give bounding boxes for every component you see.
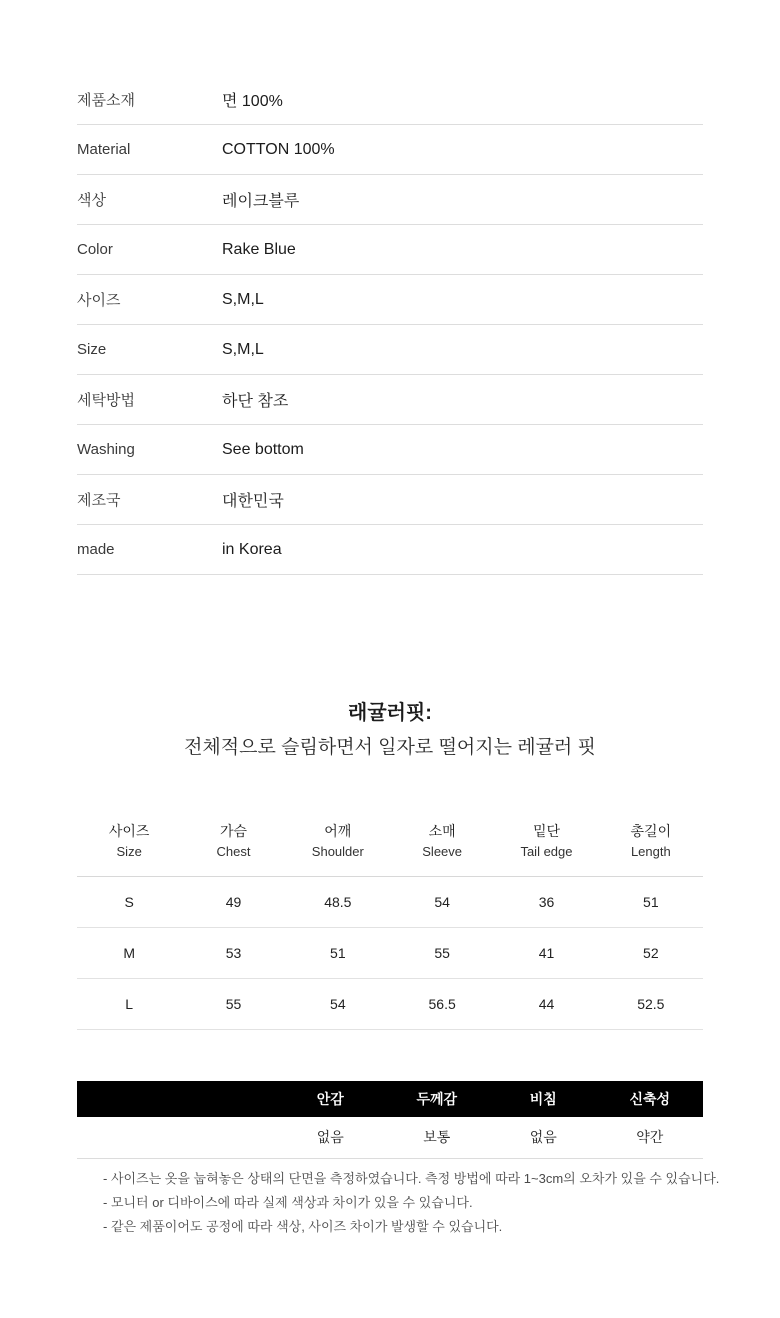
header-label-en: Shoulder [311,844,364,859]
spec-label: 색상 [77,192,106,209]
header-label-en: Tail edge [520,844,573,859]
spec-label: Color [77,241,113,258]
table-row [77,225,703,275]
table-row [77,375,703,425]
spec-label: Size [77,341,107,358]
header-label-en: Chest [216,844,251,859]
attribute-value-thickness: 보통 [423,1129,451,1145]
spec-value: S,M,L [222,340,264,358]
table-row [77,475,703,525]
header-label-en: Sleeve [422,844,463,859]
length-cell: 51 [643,894,659,910]
attribute-value-row [77,1117,703,1157]
table-row [77,425,703,475]
table-row [77,275,703,325]
table-row [77,928,703,979]
size-chart-header-cell [599,820,703,877]
shoulder-cell: 48.5 [324,894,352,910]
chest-cell: 55 [225,996,242,1012]
attribute-spacer [77,1081,277,1117]
size-cell: S [124,894,134,910]
note-line: - 모니터 or 디바이스에 따라 실제 색상과 차이가 있을 수 있습니다. [103,1195,473,1210]
spec-value: Rake Blue [222,240,296,258]
attribute-value-stretch: 약간 [636,1129,664,1145]
fabric-attributes [77,1081,703,1157]
spec-value: COTTON 100% [222,140,335,158]
spec-value: 면 100% [222,93,283,110]
header-label-en: Length [630,844,671,859]
spec-label: Material [77,141,131,158]
attribute-header-sheerness: 비침 [529,1091,557,1107]
header-label-en: Size [116,844,142,859]
tail-edge-cell: 36 [538,894,555,910]
table-row [77,325,703,375]
table-row [77,175,703,225]
size-chart-header-cell [286,820,390,877]
spec-label: made [77,541,115,558]
attribute-header-lining: 안감 [316,1091,344,1107]
size-cell: L [125,996,134,1012]
header-label-ko: 밑단 [532,823,560,839]
table-row [77,877,703,928]
tail-edge-cell: 41 [538,945,555,961]
fit-description [0,698,780,764]
size-cell: M [123,945,135,961]
size-chart-header-cell [494,820,598,877]
header-label-ko: 소매 [428,823,456,839]
note-line: - 같은 제품이어도 공정에 따라 색상, 사이즈 차이가 발생할 수 있습니다. [103,1219,503,1234]
fit-subtitle: 전체적으로 슬림하면서 일자로 떨어지는 레귤러 핏 [184,737,596,758]
shoulder-cell: 51 [330,945,346,961]
spec-label: 제품소재 [77,92,135,109]
divider [77,1158,703,1159]
spec-label: 사이즈 [77,292,121,309]
shoulder-cell: 54 [330,996,346,1012]
header-label-ko: 어깨 [324,823,352,839]
size-chart-header-cell [181,820,285,877]
chest-cell: 49 [225,894,242,910]
size-chart-header-cell [77,820,181,877]
attribute-header-stretch: 신축성 [629,1091,671,1107]
length-cell: 52.5 [637,996,665,1012]
note-line: - 사이즈는 옷을 눕혀놓은 상태의 단면을 측정하였습니다. 측정 방법에 따라 1~3cm의 오차가 있을 수 있습니다. [103,1171,720,1186]
size-chart-header-row [77,820,703,877]
header-label-ko: 총길이 [630,823,672,839]
attribute-value-lining: 없음 [316,1129,344,1145]
table-row [77,525,703,575]
spec-value: 하단 참조 [222,393,289,410]
size-chart-table [77,820,703,1030]
spec-label: 세탁방법 [77,392,135,409]
table-row [77,75,703,125]
attribute-value-sheerness: 없음 [529,1129,557,1145]
sleeve-cell: 56.5 [428,996,456,1012]
disclaimer-notes [103,1167,723,1239]
header-label-ko: 사이즈 [108,823,150,839]
spec-value: S,M,L [222,290,264,308]
tail-edge-cell: 44 [538,996,555,1012]
spec-value: 레이크블루 [222,193,300,210]
attribute-header-thickness: 두께감 [416,1091,458,1107]
sleeve-cell: 54 [434,894,450,910]
fabric-attributes-table [77,1081,703,1157]
chest-cell: 53 [225,945,242,961]
spec-value: in Korea [222,540,282,558]
attribute-spacer [77,1117,277,1157]
spec-label: Washing [77,441,135,458]
attribute-header-row [77,1081,703,1117]
spec-value: See bottom [222,440,304,458]
table-row [77,979,703,1030]
spec-label: 제조국 [77,492,121,509]
product-spec-table [77,75,703,575]
header-label-ko: 가슴 [219,823,248,839]
fit-title: 래귤러핏: [348,702,432,724]
sleeve-cell: 55 [434,945,450,961]
length-cell: 52 [643,945,659,961]
spec-value: 대한민국 [222,493,284,510]
size-chart-header-cell [390,820,494,877]
table-row [77,125,703,175]
